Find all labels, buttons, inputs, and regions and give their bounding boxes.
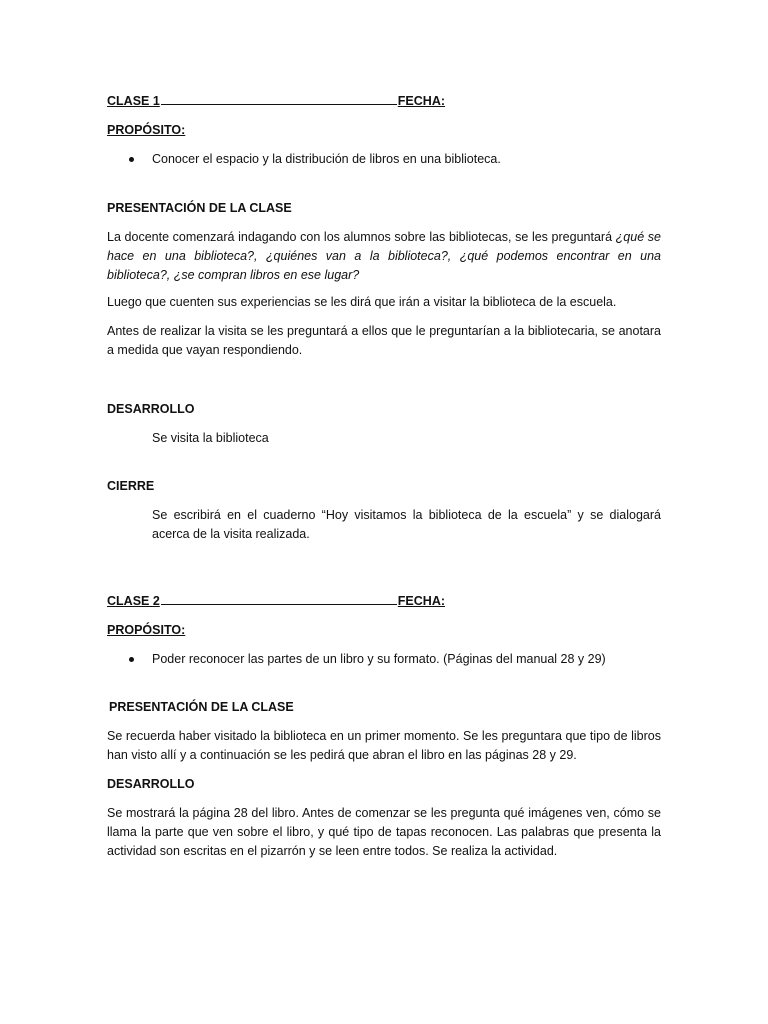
clase1-presentacion-questions: ¿qué se hace en una biblioteca?, ¿quiénes van a la biblioteca?, ¿qué podemos encontrar en una biblioteca?, ¿se compran libros en ese lugar? <box>107 230 661 282</box>
clase2-header <box>107 592 661 611</box>
clase1-fecha-label: FECHA: <box>397 94 446 108</box>
clase1-blank-line <box>161 92 397 105</box>
clase1-presentacion-paragraph-3: Antes de realizar la visita se les preguntará a ellos que le preguntarían a la bibliotecaria, se anotara a medida que vayan respondiendo. <box>107 324 661 357</box>
clase1-presentacion-heading: PRESENTACIÓN DE LA CLASE <box>107 201 292 215</box>
clase1-proposito-text: Conocer el espacio y la distribución de libros en una biblioteca. <box>152 152 501 166</box>
clase2-proposito-text: Poder reconocer las partes de un libro y su formato. (Páginas del manual 28 y 29) <box>152 652 606 666</box>
clase2-presentacion-text: Se recuerda haber visitado la biblioteca en un primer momento. Se les preguntara que tipo de libros han visto allí y a continuación se les pedirá que abran el libro en las páginas 28 y 29. <box>107 729 661 762</box>
clase1-cierre-text: Se escribirá en el cuaderno “Hoy visitamos la biblioteca de la escuela” y se dialogará acerca de la visita realizada. <box>152 508 661 541</box>
clase1-proposito-heading: PROPÓSITO: <box>107 123 186 137</box>
clase2-proposito-heading: PROPÓSITO: <box>107 623 186 637</box>
clase2-fecha-label: FECHA: <box>397 594 446 608</box>
clase1-title: CLASE 1 <box>107 94 160 108</box>
clase2-title: CLASE 2 <box>107 594 160 608</box>
clase1-header <box>107 92 661 111</box>
clase1-presentacion-intro: La docente comenzará indagando con los alumnos sobre las bibliotecas, se les preguntará <box>107 230 616 244</box>
clase1-desarrollo-text: Se visita la biblioteca <box>152 431 269 445</box>
clase1-presentacion-paragraph-2: Luego que cuenten sus experiencias se les dirá que irán a visitar la biblioteca de la escuela. <box>107 295 617 309</box>
clase1-cierre-heading: CIERRE <box>107 479 155 493</box>
clase1-presentacion-paragraph-1 <box>107 228 661 285</box>
clase2-presentacion-heading: PRESENTACIÓN DE LA CLASE <box>109 700 294 714</box>
bullet-icon <box>129 157 134 162</box>
clase1-desarrollo-heading: DESARROLLO <box>107 402 195 416</box>
clase2-blank-line <box>161 592 397 605</box>
clase2-desarrollo-heading: DESARROLLO <box>107 777 195 791</box>
clase2-desarrollo-text: Se mostrará la página 28 del libro. Antes de comenzar se les pregunta qué imágenes ven, cómo se llama la parte que ven sobre el libro, y qué tipo de tapas reconocen. Las palabras que presenta la actividad son escritas en el pizarrón y se leen entre todos. Se realiza la actividad. <box>107 806 661 858</box>
bullet-icon <box>129 657 134 662</box>
